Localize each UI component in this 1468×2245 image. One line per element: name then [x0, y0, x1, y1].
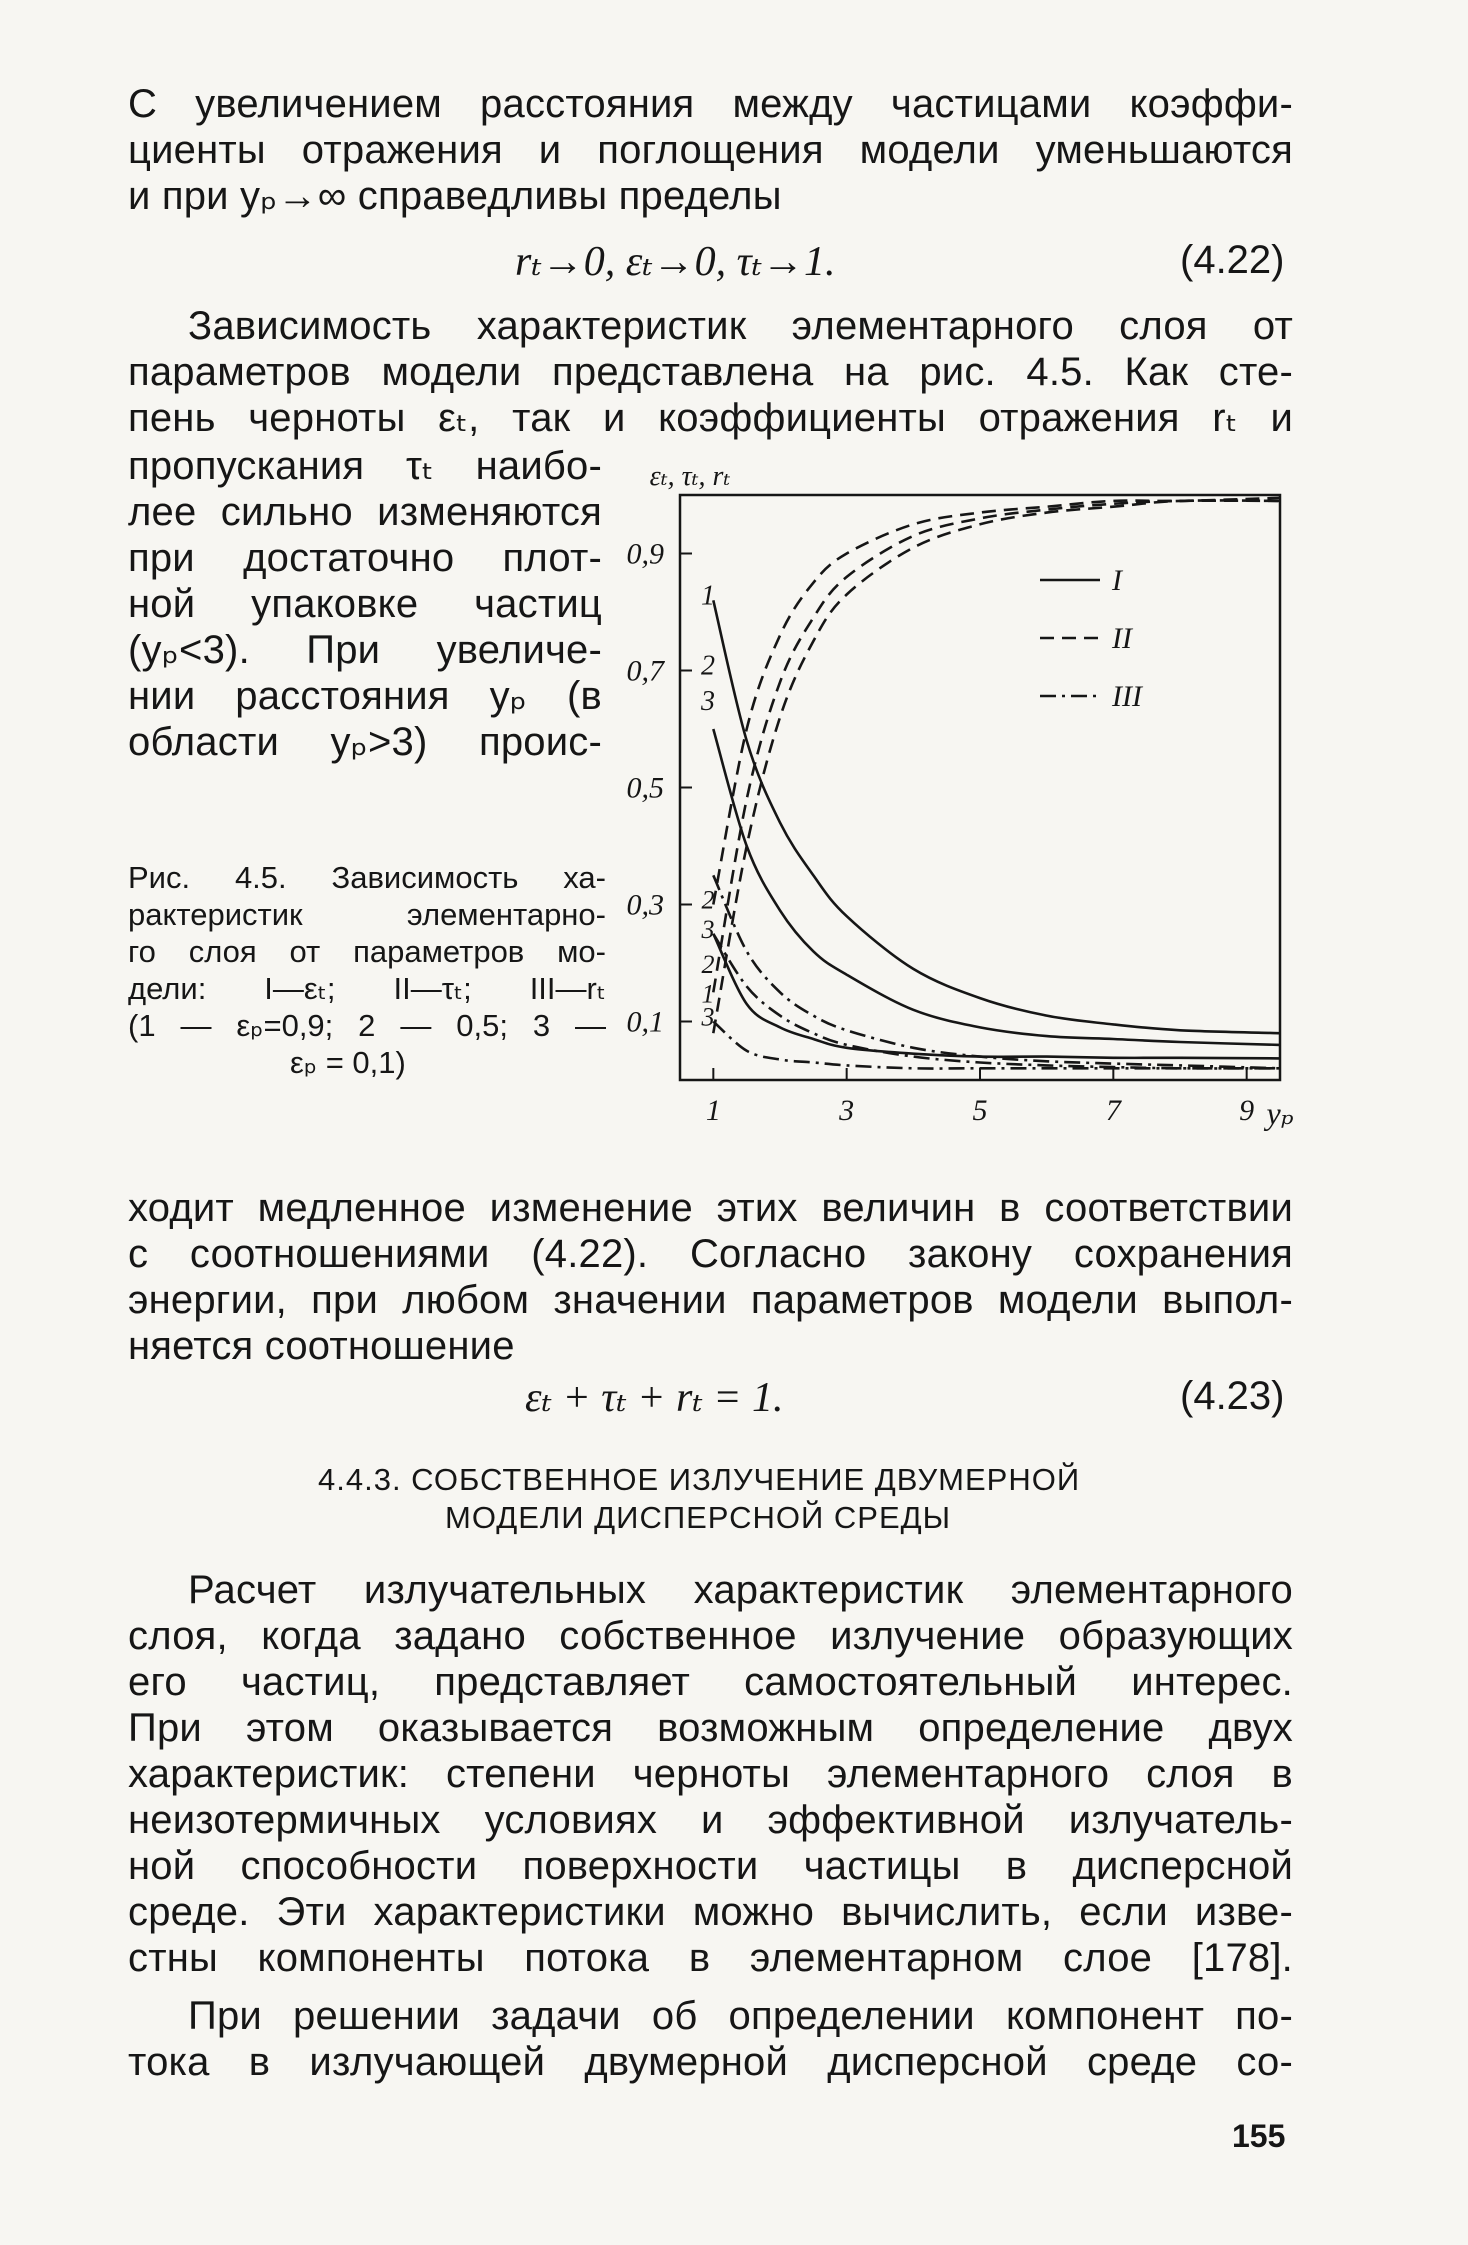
y-tick-label: 0,3 — [626, 888, 664, 922]
p4-line-5: характеристик: степени черноты элементарного слоя в — [128, 1752, 1293, 1796]
p2-line-1: Зависимость характеристик элементарного слоя от — [188, 304, 1293, 348]
y-tick-label: 0,5 — [626, 771, 664, 805]
caption-line-1: Рис. 4.5. Зависимость ха- — [128, 860, 606, 895]
caption-line-5: (1 — εₚ=0,9; 2 — 0,5; 3 — — [128, 1008, 606, 1043]
curve-label-upper: 1 — [701, 580, 715, 612]
x-axis-label: yₚ — [1266, 1095, 1294, 1131]
p4-line-2: слоя, когда задано собственное излучение образующих — [128, 1614, 1293, 1658]
p2-line-3: пень черноты εₜ, так и коэффициенты отражения rₜ и — [128, 396, 1293, 440]
x-tick-label: 1 — [705, 1094, 721, 1127]
p2-narrow-line-7: области yₚ>3) проис- — [128, 720, 602, 764]
p1-line-1: С увеличением расстояния между частицами коэффи- — [128, 82, 1293, 126]
curve-dashed-3 — [713, 498, 1280, 905]
p5-line-2: тока в излучающей двумерной дисперсной среде со- — [128, 2040, 1293, 2084]
legend-label-I: I — [1112, 564, 1122, 597]
caption-line-6: εₚ = 0,1) — [290, 1045, 406, 1080]
caption-line-3: го слоя от параметров мо- — [128, 934, 606, 969]
section-heading-line-1: 4.4.3. СОБСТВЕННОЕ ИЗЛУЧЕНИЕ ДВУМЕРНОЙ — [318, 1462, 1081, 1497]
p4-line-7: ной способности поверхности частицы в дисперсной — [128, 1844, 1293, 1888]
curve-label-lower: 3 — [701, 914, 715, 944]
x-tick-label: 7 — [1105, 1094, 1121, 1127]
curve-dashdot-2 — [713, 934, 1280, 1069]
p3-line-4: няется соотношение — [128, 1324, 515, 1368]
p2-narrow-line-2: лее сильно изменяются — [128, 490, 602, 534]
curve-label-lower: 2 — [701, 885, 715, 915]
x-tick-label: 9 — [1239, 1094, 1255, 1127]
curve-solid-3 — [713, 934, 1280, 1059]
p3-line-3: энергии, при любом значении параметров модели выпол- — [128, 1278, 1293, 1322]
p1-line-2: циенты отражения и поглощения модели уменьшаются — [128, 128, 1293, 172]
curve-dashed-1 — [713, 500, 1280, 1033]
p2-line-2: параметров модели представлена на рис. 4.5. Как сте- — [128, 350, 1293, 394]
section-heading-line-2: МОДЕЛИ ДИСПЕРСНОЙ СРЕДЫ — [445, 1500, 952, 1535]
caption-line-2: рактеристик элементарно- — [128, 897, 606, 932]
equation-4-23-number: (4.23) — [1180, 1374, 1285, 1418]
equation-4-22-number: (4.22) — [1180, 238, 1285, 282]
p2-narrow-line-4: ной упаковке частиц — [128, 582, 602, 626]
curve-label-upper: 3 — [701, 685, 715, 717]
y-tick-label: 0,1 — [626, 1005, 664, 1039]
curve-solid-1 — [713, 600, 1280, 1033]
x-tick-label: 5 — [972, 1094, 988, 1127]
plot-frame — [680, 495, 1280, 1080]
curve-label-lower: 2 — [701, 950, 715, 979]
curve-label-lower: 3 — [701, 1002, 715, 1032]
x-tick-label: 3 — [839, 1094, 855, 1127]
y-tick-label: 0,7 — [626, 654, 664, 688]
figure-4-5-chart — [620, 460, 1300, 1160]
caption-line-4: дели: I—εₜ; II—τₜ; III—rₜ — [128, 971, 606, 1006]
p3-line-2: с соотношениями (4.22). Согласно закону сохранения — [128, 1232, 1293, 1276]
p5-line-1: При решении задачи об определении компонент по- — [188, 1994, 1293, 2038]
p4-line-9: стны компоненты потока в элементарном слое [178]. — [128, 1936, 1293, 1980]
page-number: 155 — [1232, 2118, 1286, 2154]
p4-line-3: его частиц, представляет самостоятельный интерес. — [128, 1660, 1293, 1704]
p4-line-1: Расчет излучательных характеристик элементарного — [188, 1568, 1293, 1612]
curve-solid-2 — [713, 729, 1280, 1045]
curve-dashdot-3 — [713, 875, 1280, 1068]
equation-4-22: rₜ→0, εₜ→0, τₜ→1. — [515, 239, 836, 285]
p2-narrow-line-3: при достаточно плот- — [128, 536, 602, 580]
p2-narrow-line-5: (yₚ<3). При увеличе- — [128, 628, 602, 672]
legend-label-II: II — [1112, 622, 1132, 655]
y-tick-label: 0,9 — [626, 537, 664, 571]
curve-label-upper: 2 — [701, 650, 715, 682]
curve-dashdot-1 — [713, 1022, 1280, 1069]
legend-label-III: III — [1112, 680, 1142, 713]
equation-4-23: εₜ + τₜ + rₜ = 1. — [525, 1375, 784, 1421]
p2-narrow-line-6: нии расстояния yₚ (в — [128, 674, 602, 718]
y-axis-label: εₜ, τₜ, rₜ — [649, 461, 731, 492]
curve-label-lower: 1 — [701, 979, 715, 1009]
curve-dashed-2 — [713, 501, 1280, 993]
p4-line-8: среде. Эти характеристики можно вычислить, если изве- — [128, 1890, 1293, 1934]
p1-line-3: и при yₚ→∞ справедливы пределы — [128, 174, 782, 218]
p4-line-4: При этом оказывается возможным определение двух — [128, 1706, 1293, 1750]
p2-narrow-line-1: пропускания τₜ наибо- — [128, 444, 602, 488]
p4-line-6: неизотермичных условиях и эффективной излучатель- — [128, 1798, 1293, 1842]
p3-line-1: ходит медленное изменение этих величин в соответствии — [128, 1186, 1293, 1230]
